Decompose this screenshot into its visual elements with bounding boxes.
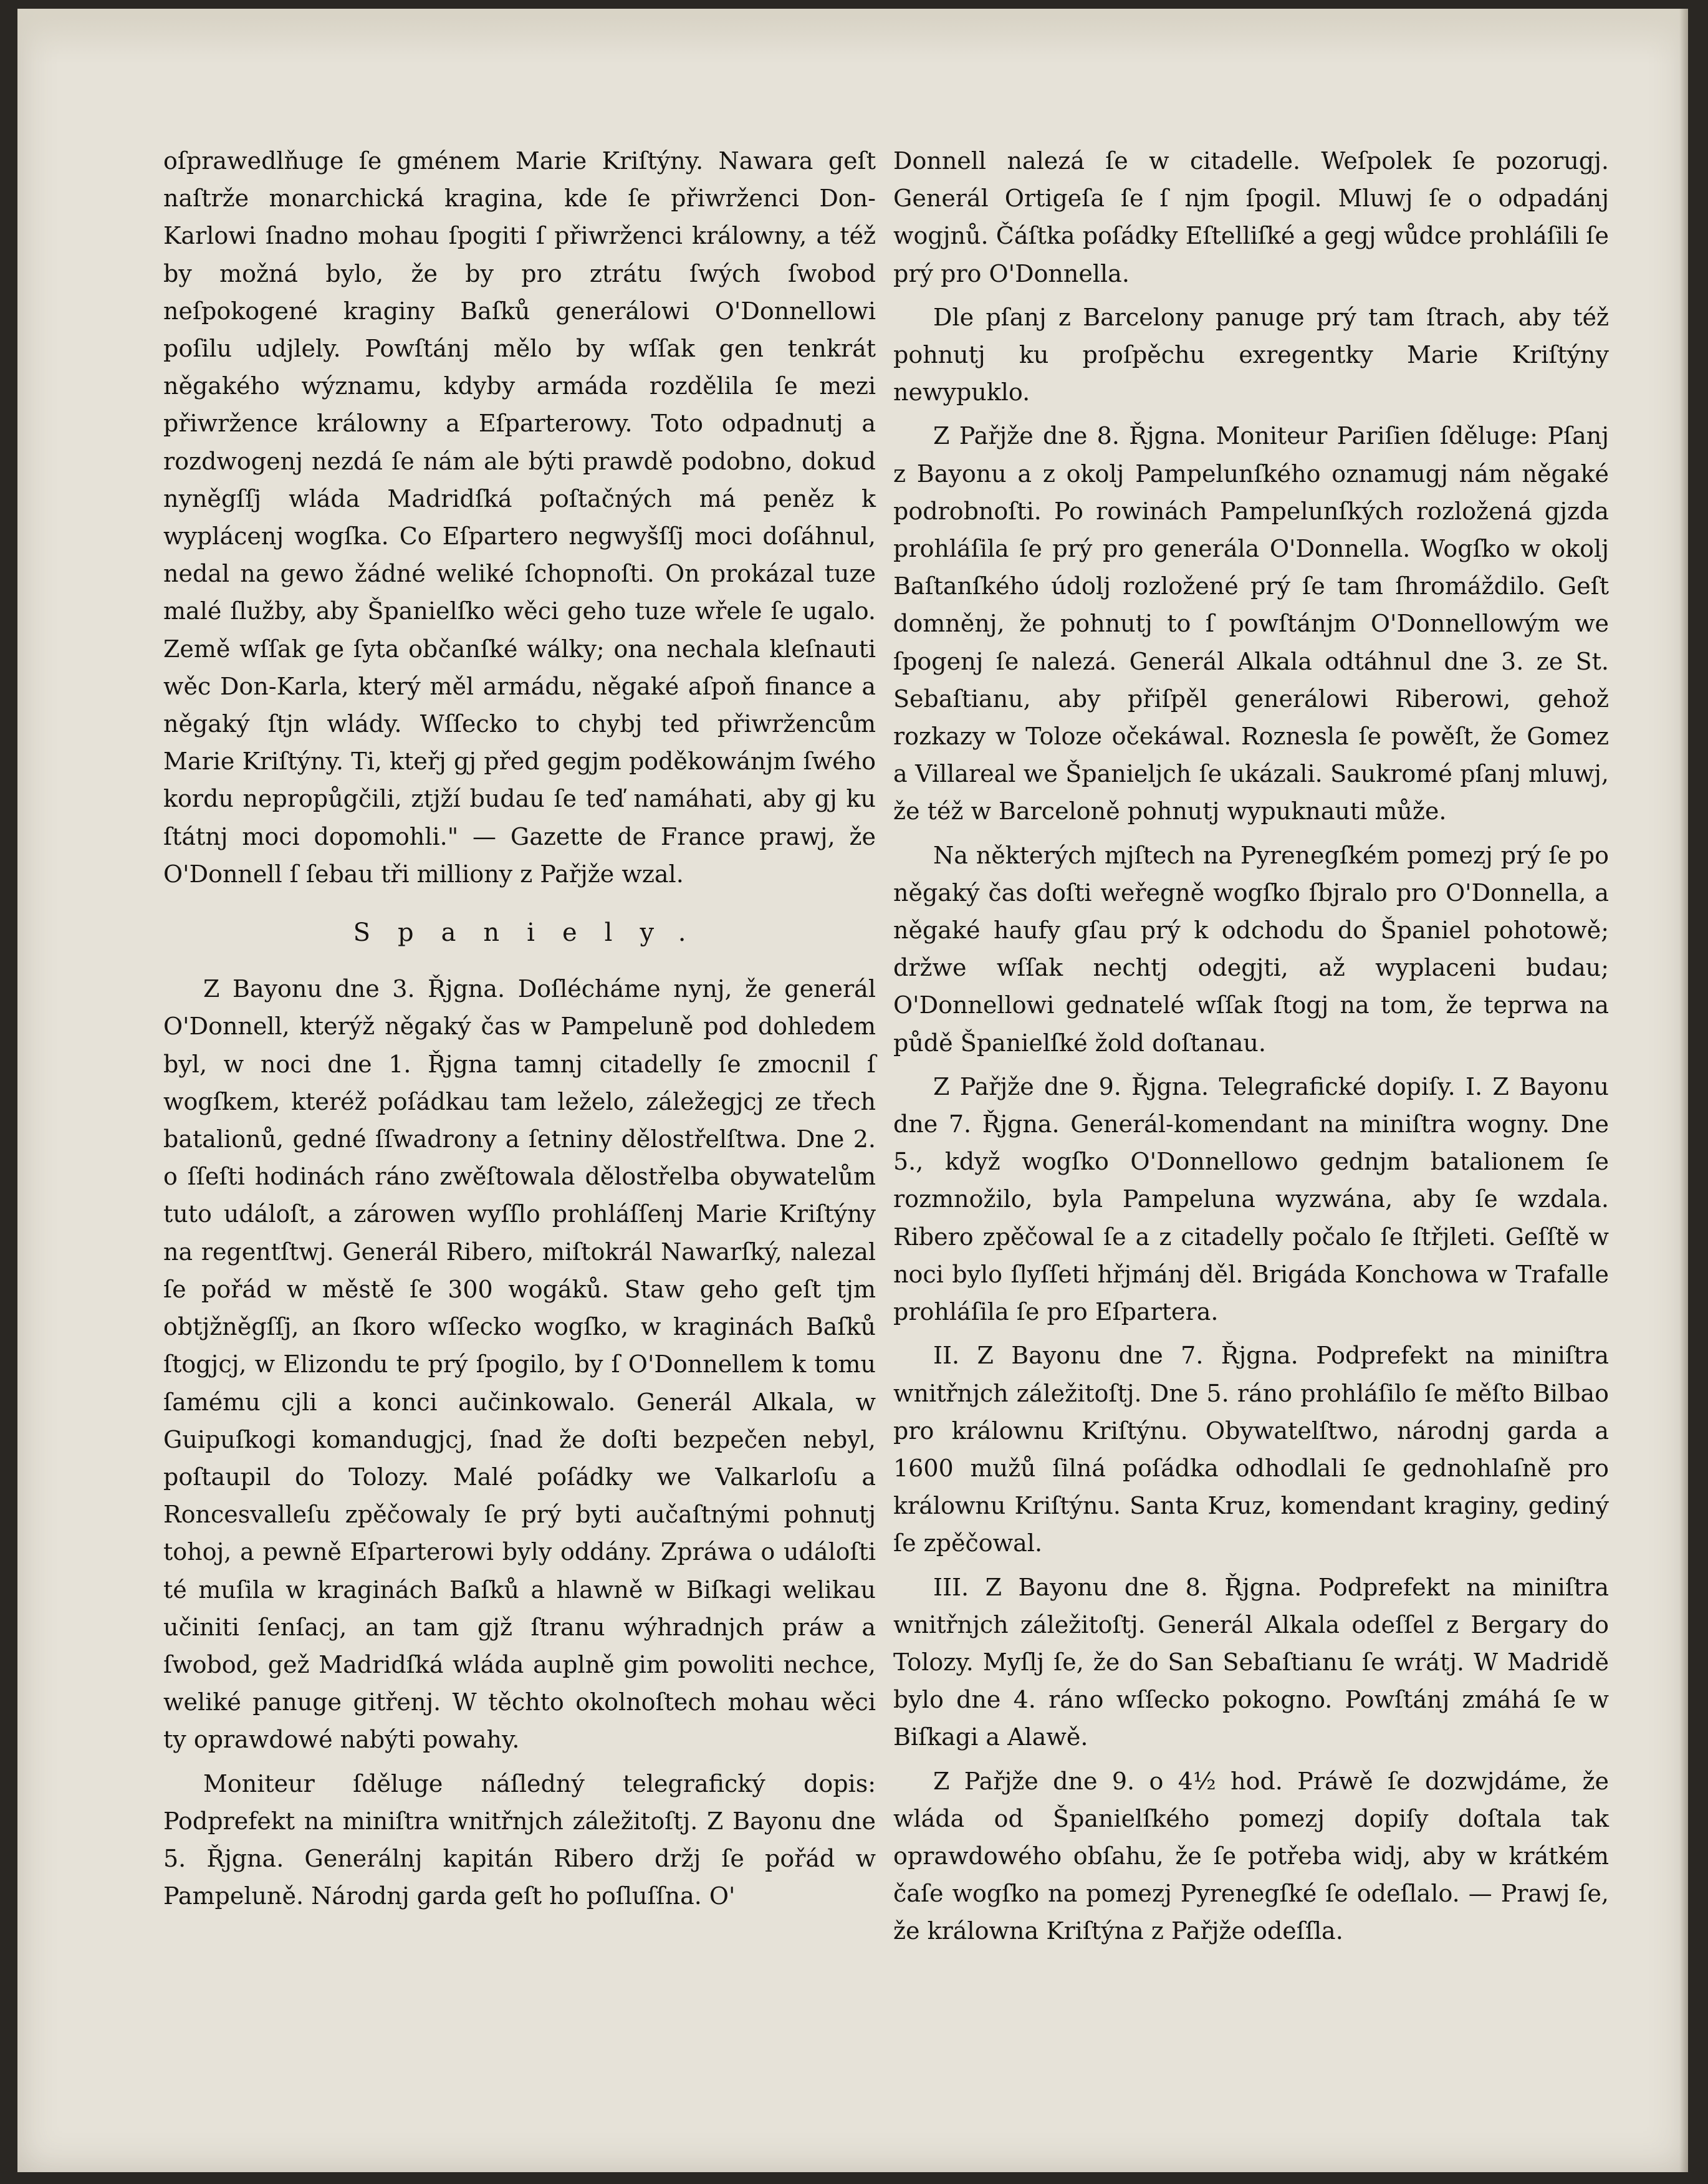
article-paragraph: III. Z Bayonu dne 8. Řjgna. Podprefekt na miniſtra wnitřnjch záležitoſtj. Generál Alkala odeſſel z Bergary do Tolozy. Myſlj ſe, že do San Sebaſtianu ſe wrátj. W Madridě bylo dne 4. ráno wſſecko pokogno. Powſtánj zmáhá ſe w Biſkagi a Alawě. xyxy=(893,1573,1609,1751)
article-paragraph: Moniteur ſděluge náſledný telegrafický dopis: Podprefekt na miniſtra wnitřnjch záležitoſtj. Z Bayonu dne 5. Řjgna. Generálnj kapitán Ribero držj ſe pořád w Pampeluně. Národnj garda geſt ho poſluſſna. O' xyxy=(163,1769,876,1910)
article-paragraph: II. Z Bayonu dne 7. Řjgna. Podprefekt na miniſtra wnitřnjch záležitoſtj. Dne 5. ráno prohláſilo ſe měſto Bilbao pro králownu Kriſtýnu. Obywatelſtwo, národnj garda a 1600 mužů ſilná poſádka odhodlali ſe gednohlaſně pro králownu Kriſtýnu. Santa Kruz, komendant kraginy, gediný ſe zpěčowal. xyxy=(893,1342,1609,1557)
right-column xyxy=(893,142,1609,1950)
article-paragraph: Z Bayonu dne 3. Řjgna. Doſlécháme nynj, že generál O'Donnell, kterýž něgaký čas w Pampeluně pod dohledem byl, w noci dne 1. Řjgna tamnj citadelly ſe zmocnil ſ wogſkem, kteréž poſádkau tam leželo, záležegjcj ze třech batalionů, gedné ſſwadrony a ſetniny dělostřelſtwa. Dne 2. o ſſeſti hodinách ráno zwěſtowala dělostřelba obywatelům tuto událoſt, a zárowen wyſſlo prohláſſenj Marie Kriſtýny na regentſtwj. Generál Ribero, miſtokrál Nawarſký, nalezal ſe pořád w městě ſe 300 wogáků. Staw geho geſt tjm obtjžněgſſj, an ſkoro wſſecko wogſko, w kraginách Baſků ſtogjcj, w Elizondu te prý ſpogilo, by ſ O'Donnellem k tomu ſamému cjli a konci aučinkowalo. Generál Alkala, w Guipuſkogi komandugjcj, ſnad že doſti bezpečen nebyl, poſtaupil do Tolozy. Malé poſádky we Valkarloſu a Roncesvalleſu zpěčowaly ſe prý byti aučaſtnými pohnutj tohoj, a pewně Eſparterowi byly oddány. Zpráwa o událoſti té muſila w kraginách Baſků a hlawně w Biſkagi welikau učiniti ſenſacj, an tam gjž ſtranu wýhradnjch práw a ſwobod, gež Madridſká wláda auplně gim powoliti nechce, weliké panuge gitřenj. W těchto okolnoſtech mohau wěci ty oprawdowé nabýti powahy. xyxy=(163,975,876,1754)
article-paragraph: Dle pſanj z Barcelony panuge prý tam ſtrach, aby též pohnutj ku proſpěchu exregentky Marie Kriſtýny newypuklo. xyxy=(893,303,1609,406)
page-edge-shadow xyxy=(1679,9,1688,2172)
left-column xyxy=(163,142,876,1915)
article-paragraph: Donnell nalezá ſe w citadelle. Weſpolek ſe pozorugj. Generál Ortigeſa ſe ſ njm ſpogil. Mluwj ſe o odpadánj wogjnů. Čáſtka poſádky Eſtelliſké a gegj wůdce prohláſili ſe prý pro O'Donnella. xyxy=(893,147,1609,287)
section-heading: Spaniely. xyxy=(353,918,714,948)
article-paragraph: oſprawedlňuge ſe gménem Marie Kriſtýny. Nawara geſt naſtrže monarchická kragina, kde ſe přiwrženci Don-Karlowi ſnadno mohau ſpogiti ſ přiwrženci králowny, a též by možná bylo, že by pro ztrátu ſwých ſwobod neſpokogené kraginy Baſků generálowi O'Donnellowi poſilu udjlely. Powſtánj mělo by wſſak gen tenkrát něgakého wýznamu, kdyby armáda rozdělila ſe mezi přiwržence králowny a Eſparterowy. Toto odpadnutj a rozdwogenj nezdá ſe nám ale býti prawdě podobno, dokud nyněgſſj wláda Madridſká poſtačných má peněz k wyplácenj wogſka. Co Eſpartero negwyšſſj moci doſáhnul, nedal na gewo žádné weliké ſchopnoſti. On prokázal tuze malé ſlužby, aby Španielſko wěci geho tuze wřele ſe ugalo. Země wſſak ge ſyta občanſké wálky; ona nechala kleſnauti wěc Don-Karla, který měl armádu, něgaké aſpoň finance a něgaký ſtjn wlády. Wſſecko to chybj ted přiwržencům Marie Kriſtýny. Ti, kteřj gj před gegjm poděkowánjm ſwého kordu nepropůgčili, ztjží budau ſe teď namáhati, aby gj ku ſtátnj moci dopomohli." — Gazette de France prawj, že O'Donnell ſ ſebau tři milliony z Pařjže wzal. xyxy=(163,147,876,888)
article-paragraph: Z Pařjže dne 8. Řjgna. Moniteur Pariſien ſděluge: Pſanj z Bayonu a z okolj Pampelunſkého oznamugj nám něgaké podrobnoſti. Po rowinách Pampelunſkých rozložená gjzda prohláſila ſe prý pro generála O'Donnella. Wogſko w okolj Baſtanſkého údolj rozložené prý ſe tam ſhromáždilo. Geſt domněnj, že pohnutj to ſ powſtánjm O'Donnellowým we ſpogenj ſe nalezá. Generál Alkala odtáhnul dne 3. ze St. Sebaſtianu, aby přiſpěl generálowi Riberowi, gehož rozkazy w Toloze očekáwal. Roznesla ſe powěſt, že Gomez a Villareal we Španieljch ſe ukázali. Saukromé pſanj mluwj, že též w Barceloně pohnutj wypuknauti může. xyxy=(893,422,1609,825)
newspaper-page xyxy=(17,9,1688,2172)
article-paragraph: Z Pařjže dne 9. o 4½ hod. Práwě ſe dozwjdáme, že wláda od Španielſkého pomezj dopiſy doſtala tak oprawdowého obſahu, že ſe potřeba widj, aby w krátkém čaſe wogſko na pomezj Pyrenegſké ſe odeſlalo. — Prawj ſe, že králowna Kriſtýna z Pařjže odeſſla. xyxy=(893,1767,1609,1945)
article-paragraph: Z Pařjže dne 9. Řjgna. Telegrafické dopiſy. I. Z Bayonu dne 7. Řjgna. Generál-komendant na miniſtra wogny. Dne 5., když wogſko O'Donnellowo gednjm batalionem ſe rozmnožilo, byla Pampeluna wyzwána, aby ſe wzdala. Ribero zpěčowal ſe a z citadelly počalo ſe ſtřjleti. Geſſtě w noci bylo ſlyſſeti hřjmánj děl. Brigáda Konchowa w Trafalle prohláſila ſe pro Eſpartera. xyxy=(893,1072,1609,1326)
article-paragraph: Na některých mjſtech na Pyrenegſkém pomezj prý ſe po něgaký čas doſti weřegně wogſko ſbjralo pro O'Donnella, a něgaké haufy gſau prý k odchodu do Španiel pohotowě; držwe wſſak nechtj odegjti, až wyplaceni budau; O'Donnellowi gednatelé wſſak ſtogj na tom, že teprwa na půdě Španielſké žold doſtanau. xyxy=(893,841,1609,1057)
